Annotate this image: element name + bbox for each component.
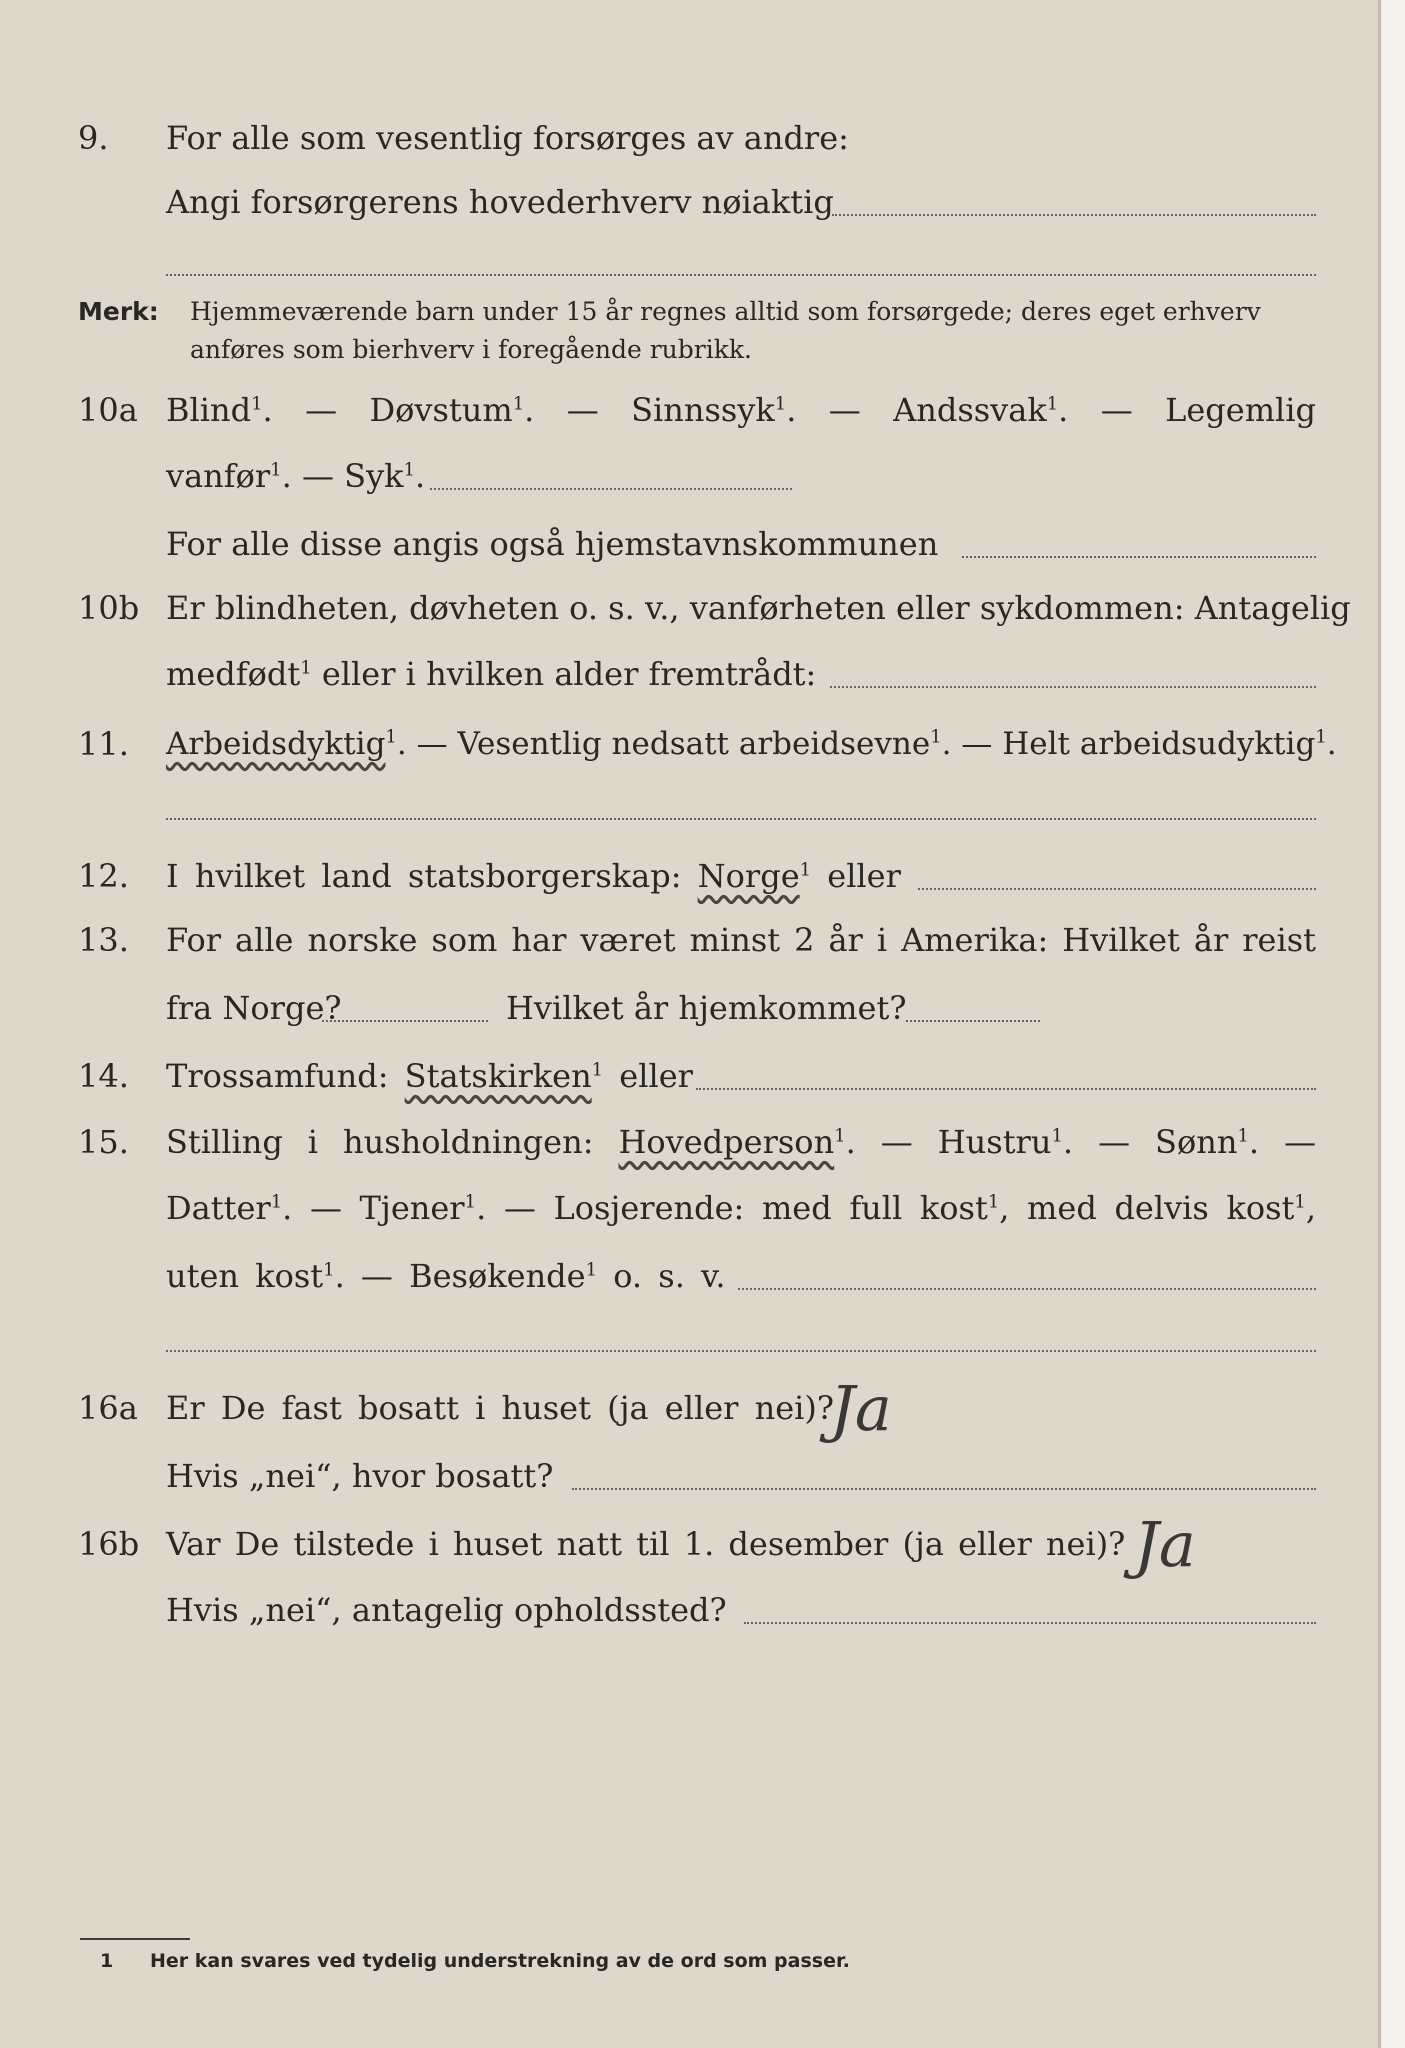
q13-part1: fra Norge?: [166, 989, 342, 1027]
q16b-text: Var De tilstede i huset natt til 1. desember (ja eller nei)?: [166, 1525, 1126, 1563]
opt-tjener[interactable]: — Tjener: [309, 1189, 465, 1227]
q15-comma: ,: [1305, 1189, 1317, 1227]
opt-hustru[interactable]: — Hustru: [880, 1123, 1052, 1161]
q9-line1: [0, 108, 1378, 168]
q10a-prompt: For alle disse angis også hjemstavnskommunen: [166, 525, 939, 563]
q9-text: For alle som vesentlig forsørges av andre:: [166, 119, 849, 157]
opt-delvis[interactable]: , med delvis kost: [999, 1189, 1295, 1227]
q16a-number: 16a: [78, 1389, 138, 1427]
merk-label: Merk:: [78, 297, 159, 326]
q16a-line2: [0, 1446, 1378, 1506]
q15-options-2: Datter$^1$. — Tjener$^1$. — Losjerende: med full kost$^1$, med delvis kost$^1$,: [166, 1189, 1317, 1227]
q12-eller: eller: [827, 857, 901, 895]
opt-hovedperson[interactable]: Hovedperson: [618, 1123, 835, 1161]
q9-answer-line[interactable]: [166, 274, 1316, 276]
q15-answer-line[interactable]: [166, 1350, 1316, 1352]
opt-dovstum[interactable]: — Døvstum: [305, 391, 513, 429]
opt-nedsatt[interactable]: — Vesentlig nedsatt arbeidsevne: [416, 726, 931, 762]
merk-text-2: anføres som bierhverv i foregående rubrikk.: [190, 335, 752, 364]
opt-blind[interactable]: Blind: [166, 391, 252, 429]
q14-number: 14.: [78, 1057, 129, 1095]
q16a-text: Er De fast bosatt i huset (ja eller nei)?: [166, 1389, 835, 1427]
q10a-options: Blind$^1$. — Døvstum$^1$. — Sinnssyk$^1$. — Andssvak$^1$. — Legemlig: [166, 391, 1316, 429]
q12-country-field[interactable]: [918, 888, 1316, 890]
q15-options-1: Stilling i husholdningen: Hovedperson$^1$. — Hustru$^1$. — Sønn$^1$. —: [166, 1123, 1317, 1161]
q10b-prompt: medfødt$^1$ eller i hvilken alder fremtrådt:: [166, 655, 817, 693]
q15-line3: [0, 1246, 1378, 1306]
q13-reist-field[interactable]: [322, 1020, 488, 1022]
q12-prompt: I hvilket land statsborgerskap: Norge$^1$ eller: [166, 857, 901, 895]
q16b-line2: [0, 1580, 1378, 1640]
q10a-line1: [0, 380, 1378, 440]
q10b-line1: [0, 578, 1378, 638]
q10b-number: 10b: [78, 589, 140, 627]
q11-options: Arbeidsdyktig$^1$. — Vesentlig nedsatt arbeidsevne$^1$. — Helt arbeidsudyktig$^1$.: [166, 726, 1337, 762]
opt-losjerende[interactable]: — Losjerende: med full kost: [503, 1189, 988, 1227]
q13-text: For alle norske som har været minst 2 år i Amerika: Hvilket år reist: [166, 921, 1316, 959]
q16b-prompt: Hvis „nei“, antagelig opholdssted?: [166, 1591, 727, 1629]
opt-sinnssyk[interactable]: — Sinnssyk: [566, 391, 775, 429]
q14-answer-field[interactable]: [696, 1088, 1316, 1090]
opt-vanfor[interactable]: vanfør: [166, 457, 271, 495]
q13-line2: [0, 978, 1378, 1038]
opt-besokende[interactable]: — Besøkende: [360, 1257, 586, 1295]
q10b-prompt-rest: eller i hvilken alder fremtrådt:: [321, 655, 817, 693]
q15-label: Stilling i husholdningen:: [166, 1123, 594, 1161]
opt-legemlig[interactable]: — Legemlig: [1100, 391, 1316, 429]
footnote-rule: [80, 1938, 190, 1940]
q10a-number: 10a: [78, 391, 138, 429]
opt-datter[interactable]: Datter: [166, 1189, 271, 1227]
opt-uten-kost[interactable]: uten kost: [166, 1257, 324, 1295]
merk-text-1: Hjemmeværende barn under 15 år regnes alltid som forsørgede; deres eget erhverv: [190, 297, 1261, 326]
q15-options-3: uten kost$^1$. — Besøkende$^1$ o. s. v.: [166, 1257, 726, 1295]
q15-line2: [0, 1178, 1378, 1238]
q14-prompt: Trossamfund: Statskirken$^1$ eller: [166, 1057, 693, 1095]
opt-medfodt[interactable]: medfødt: [166, 655, 301, 693]
q13-part2: Hvilket år hjemkommet?: [506, 989, 907, 1027]
q16b-handwritten-answer[interactable]: Ja: [1134, 1508, 1196, 1581]
q11-line: [0, 714, 1378, 774]
opt-sonn[interactable]: — Sønn: [1098, 1123, 1238, 1161]
q11-answer-line[interactable]: [166, 818, 1316, 820]
q10a-line2: [0, 446, 1378, 506]
merk-note: [78, 292, 1318, 332]
q14-line: [0, 1046, 1378, 1106]
q10b-text: Er blindheten, døvheten o. s. v., vanførheten eller sykdommen: Antagelig: [166, 589, 1351, 627]
q16a-handwritten-answer[interactable]: Ja: [830, 1372, 892, 1445]
q15-line1: [0, 1112, 1378, 1172]
q16a-line1: [0, 1378, 1378, 1438]
q10a-line3: [0, 514, 1378, 574]
opt-norge[interactable]: Norge: [697, 857, 800, 895]
footnote-text: Her kan svares ved tydelig understrekning av de ord som passer.: [150, 1950, 850, 1972]
q15-osv: o. s. v.: [613, 1257, 726, 1295]
q9-answer-field[interactable]: [832, 214, 1316, 216]
q11-number: 11.: [78, 725, 129, 763]
q15-answer-field[interactable]: [738, 1288, 1316, 1290]
q12-line: [0, 846, 1378, 906]
q16b-number: 16b: [78, 1525, 140, 1563]
opt-arbeidsdyktig[interactable]: Arbeidsdyktig: [166, 726, 386, 762]
q14-eller: eller: [619, 1057, 693, 1095]
q13-number: 13.: [78, 921, 129, 959]
q13-line1: [0, 910, 1378, 970]
q12-label: I hvilket land statsborgerskap:: [166, 857, 682, 895]
q9-number: 9.: [78, 119, 109, 157]
opt-syk[interactable]: — Syk: [301, 457, 404, 495]
q9-line2: [0, 172, 1378, 232]
opt-statskirken[interactable]: Statskirken: [404, 1057, 592, 1095]
q16a-prompt: Hvis „nei“, hvor bosatt?: [166, 1457, 554, 1495]
q16a-answer-field[interactable]: [572, 1488, 1316, 1490]
q10a-options-2: vanfør$^1$. — Syk$^1$.: [166, 457, 426, 495]
q10a-kommune-field[interactable]: [962, 556, 1316, 558]
q14-label: Trossamfund:: [166, 1057, 389, 1095]
q13-hjemkommet-field[interactable]: [906, 1020, 1040, 1022]
q10b-line2: [0, 644, 1378, 704]
q16b-answer-field[interactable]: [744, 1622, 1316, 1624]
q15-number: 15.: [78, 1123, 129, 1161]
opt-andssvak[interactable]: — Andssvak: [828, 391, 1047, 429]
q9-prompt: Angi forsørgerens hovederhverv nøiaktig: [166, 183, 834, 221]
q12-number: 12.: [78, 857, 129, 895]
q10a-syk-field[interactable]: [430, 488, 792, 490]
q15-dash: —: [1284, 1123, 1317, 1161]
q10b-answer-field[interactable]: [830, 686, 1316, 688]
opt-udyktig[interactable]: — Helt arbeidsudyktig: [961, 726, 1316, 762]
footnote-mark: 1: [100, 1950, 114, 1972]
page-edge: [1378, 0, 1381, 2048]
